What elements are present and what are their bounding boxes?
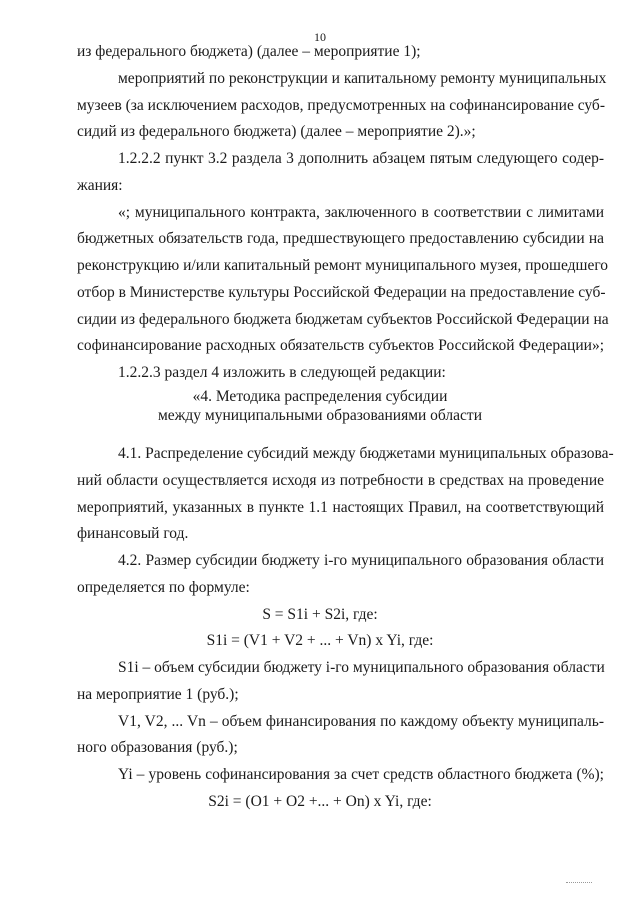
text-line: на мероприятие 1 (руб.); <box>77 686 239 703</box>
text-line: реконструкцию и/или капитальный ремонт муниципального музея, прошедшего <box>77 257 609 274</box>
text-line: ного образования (руб.); <box>77 739 238 756</box>
text-line: S1i – объем субсидии бюджету i-го муниципального образования области <box>118 659 605 676</box>
text-line: отбор в Министерстве культуры Российской Федерации на предоставление суб- <box>77 284 606 301</box>
text-line: 1.2.2.3 раздел 4 изложить в следующей редакции: <box>118 364 446 381</box>
page-number: 10 <box>314 30 326 44</box>
text-line: определяется по формуле: <box>77 579 250 596</box>
text-line: финансовый год. <box>77 525 189 542</box>
text-line: 1.2.2.2 пункт 3.2 раздела 3 дополнить абзацем пятым следующего содер- <box>118 150 604 167</box>
text-line: из федерального бюджета) (далее – мероприятие 1); <box>77 43 421 60</box>
text-line: бюджетных обязательств года, предшествующего предоставлению субсидии на <box>77 230 604 247</box>
text-line: мероприятий, указанных в пункте 1.1 настоящих Правил, на соответствующий <box>77 499 604 516</box>
text-line: 4.2. Размер субсидии бюджету i-го муниципального образования области <box>118 552 604 569</box>
text-line: «; муниципального контракта, заключенного в соответствии с лимитами <box>118 204 604 221</box>
text-line: сидий из федерального бюджета) (далее – мероприятие 2).»; <box>77 123 476 140</box>
formula: S1i = (V1 + V2 + ... + Vn) x Yi, где: <box>206 632 434 649</box>
text-line: V1, V2, ... Vn – объем финансирования по каждому объекту муниципаль- <box>118 713 604 730</box>
text-line: 4.1. Распределение субсидий между бюджетами муниципальных образова- <box>118 445 614 462</box>
section-heading: между муниципальными образованиями области <box>157 407 482 424</box>
section-heading: «4. Методика распределения субсидии <box>192 388 448 405</box>
scan-artifact <box>566 882 592 885</box>
text-line: музеев (за исключением расходов, предусмотренных на софинансирование суб- <box>77 97 605 114</box>
text-line: мероприятий по реконструкции и капитальному ремонту муниципальных <box>118 70 607 87</box>
formula: S = S1i + S2i, где: <box>262 606 378 623</box>
text-line: ний области осуществляется исходя из потребности в средствах на проведение <box>77 472 604 489</box>
text-line: сидии из федерального бюджета бюджетам субъектов Российской Федерации на <box>77 311 609 328</box>
text-line: софинансирование расходных обязательств субъектов Российской Федерации»; <box>77 337 604 354</box>
formula: S2i = (O1 + O2 +... + On) x Yi, где: <box>208 793 432 810</box>
text-line: жания: <box>77 177 123 194</box>
text-line: Yi – уровень софинансирования за счет средств областного бюджета (%); <box>118 766 604 783</box>
